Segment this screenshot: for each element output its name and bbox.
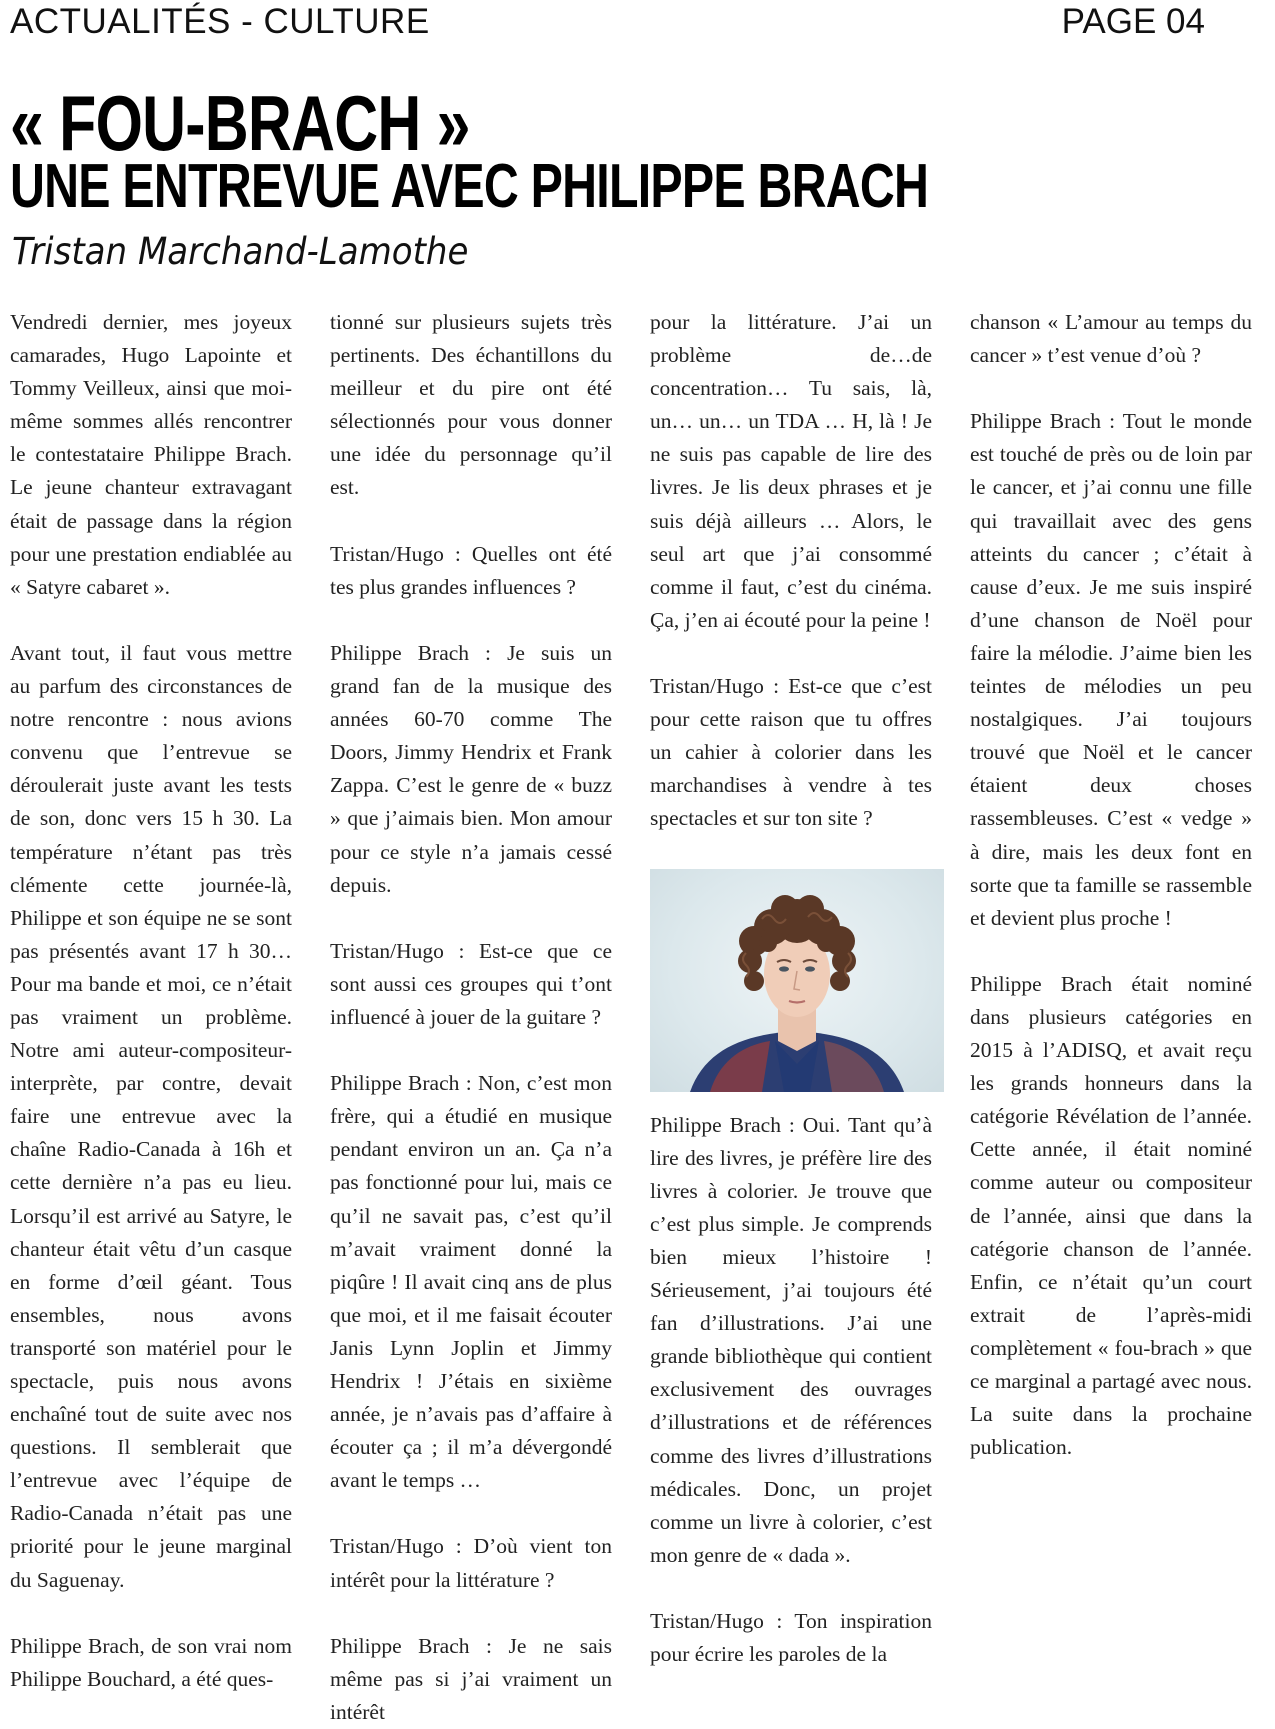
interview-answer: Philippe Brach : Non, c’est mon frère, qui a étudié en musique pendant environ un an. Ça n’a pas fonctionné pour lui, mais ce qu’il ne savait pas, c’est qu’il m’avait vraiment donné la piqûre ! Il avait cinq ans de plus que moi, et il me faisait écouter Janis Lynn Joplin et Jimmy Hendrix ! J’étais en sixième année, je n’avais pas d’affaire à écouter ça ; il m’a dévergondé avant le temps … (330, 1071, 612, 1493)
paragraph: Philippe Brach était nominé dans plusieurs catégories en 2015 à l’ADISQ, et avait reçu les grands honneurs dans la catégorie Révélation de l’année. Cette année, il était nominé comme auteur ou compositeur de l’année, ainsi que dans la catégorie chanson de l’année. Enfin, ce n’était qu’un court extrait de l’après-midi complètement « fou-brach » que ce marginal a partagé avec nous. La suite dans la prochaine publication. (970, 971, 1252, 1460)
interview-answer: Philippe Brach : Je suis un grand fan de la musique des années 60-70 comme The Doors, Jimmy Hendrix et Frank Zappa. C’est le genre de « buzz » que j’aimais bien. Mon amour pour ce style n’a jamais cessé depuis. (330, 640, 612, 897)
interview-question: Tristan/Hugo : Est-ce que ce sont aussi ces groupes qui t’ont influencé à jouer de la guitare ? (330, 938, 612, 1029)
interview-question: Tristan/Hugo : Ton inspiration pour écrire les paroles de la (650, 1609, 932, 1667)
paragraph: tionné sur plusieurs sujets très pertinents. Des échantillons du meilleur et du pire ont été sélectionnés pour vous donner une idée du personnage qu’il est. (330, 310, 612, 500)
headline: « FOU-BRACH » (10, 79, 470, 167)
subheadline: UNE ENTREVUE AVEC PHILIPPE BRACH (10, 152, 929, 221)
portrait-photo (650, 869, 944, 1092)
paragraph: Vendredi dernier, mes joyeux camarades, Hugo Lapointe et Tommy Veilleux, ainsi que moi-même sommes allés rencontrer le contestataire Philippe Brach. Le jeune chanteur extravagant était de passage dans la région pour une prestation endiablée au « Satyre cabaret ». (10, 310, 292, 599)
paragraph: Avant tout, il faut vous mettre au parfum des circonstances de notre rencontre : nous avions convenu que l’entrevue se déroulerait juste avant les tests de son, donc vers 15 h 30. La température n’étant pas très clémente cette journée-là, Philippe et son équipe ne se sont pas présentés avant 17 h 30… Pour ma bande et moi, ce n’était pas vraiment un problème. Notre ami auteur-compositeur-interprète, par contre, devait faire une entrevue avec la chaîne Radio-Canada à 16h et cette dernière n’a pas eu lieu. Lorsqu’il est arrivé au Satyre, le chanteur était vêtu d’un casque en forme d’œil géant. Tous ensembles, nous avons transporté son matériel pour le spectacle, puis nous avons enchaîné tout de suite avec nos questions. Il semblerait que l’entrevue avec l’équipe de Radio-Canada n’était pas une priorité pour le jeune marginal du Saguenay. (10, 640, 292, 1592)
article-column-2 (330, 306, 612, 1724)
article-column-1 (10, 306, 292, 1691)
interview-question: Tristan/Hugo : Est-ce que c’est pour cette raison que tu offres un cahier à colorier dans les marchandises à vendre à tes spectacles et sur ton site ? (650, 674, 932, 831)
interview-question: Tristan/Hugo : D’où vient ton intérêt pour la littérature ? (330, 1534, 612, 1592)
interview-answer: Philippe Brach : Je ne sais même pas si j’ai vraiment un intérêt (330, 1633, 612, 1724)
portrait-illustration (650, 869, 944, 1092)
article-column-3 (650, 306, 932, 1667)
section-label: ACTUALITÉS - CULTURE (10, 2, 430, 41)
interview-question: Tristan/Hugo : Quelles ont été tes plus grandes influences ? (330, 541, 612, 599)
interview-answer: Philippe Brach : Tout le monde est touché de près ou de loin par le cancer, et j’ai connu une fille qui travaillait avec des gens atteints du cancer ; c’était à cause d’eux. Je me suis inspiré d’une chanson de Noël pour faire la mélodie. J’aime bien les teintes de mélodies un peu nostalgiques. J’ai toujours trouvé que Noël et le cancer étaient deux choses rassembleuses. C’est « vedge » à dire, mais les deux font en sorte que ta famille se rassemble et devient plus proche ! (970, 409, 1252, 930)
interview-question: chanson « L’amour au temps du cancer » t’est venue d’où ? (970, 310, 1252, 368)
page-number: PAGE 04 (1061, 2, 1205, 41)
article-column-4 (970, 306, 1252, 1646)
interview-answer: pour la littérature. J’ai un problème de…de concentration… Tu sais, là, un… un… un TDA … H, là ! Je ne suis pas capable de lire des livres. Je lis deux phrases et je suis déjà ailleurs … Alors, le seul art que j’ai consommé comme il faut, c’est du cinéma. Ça, j’en ai écouté pour la peine ! (650, 310, 932, 632)
paragraph: Philippe Brach, de son vrai nom Philippe Bouchard, a été ques- (10, 1633, 292, 1691)
byline: Tristan Marchand-Lamothe (12, 230, 469, 273)
interview-answer: Philippe Brach : Oui. Tant qu’à lire des livres, je préfère lire des livres à colorier. Je trouve que c’est plus simple. Je comprends bien mieux l’histoire ! Sérieusement, j’ai toujours été fan d’illustrations. J’ai une grande bibliothèque qui contient exclusivement des ouvrages d’illustrations et de références comme des livres d’illustrations médicales. Donc, un projet comme un livre à colorier, c’est mon genre de « dada ». (650, 1112, 932, 1567)
